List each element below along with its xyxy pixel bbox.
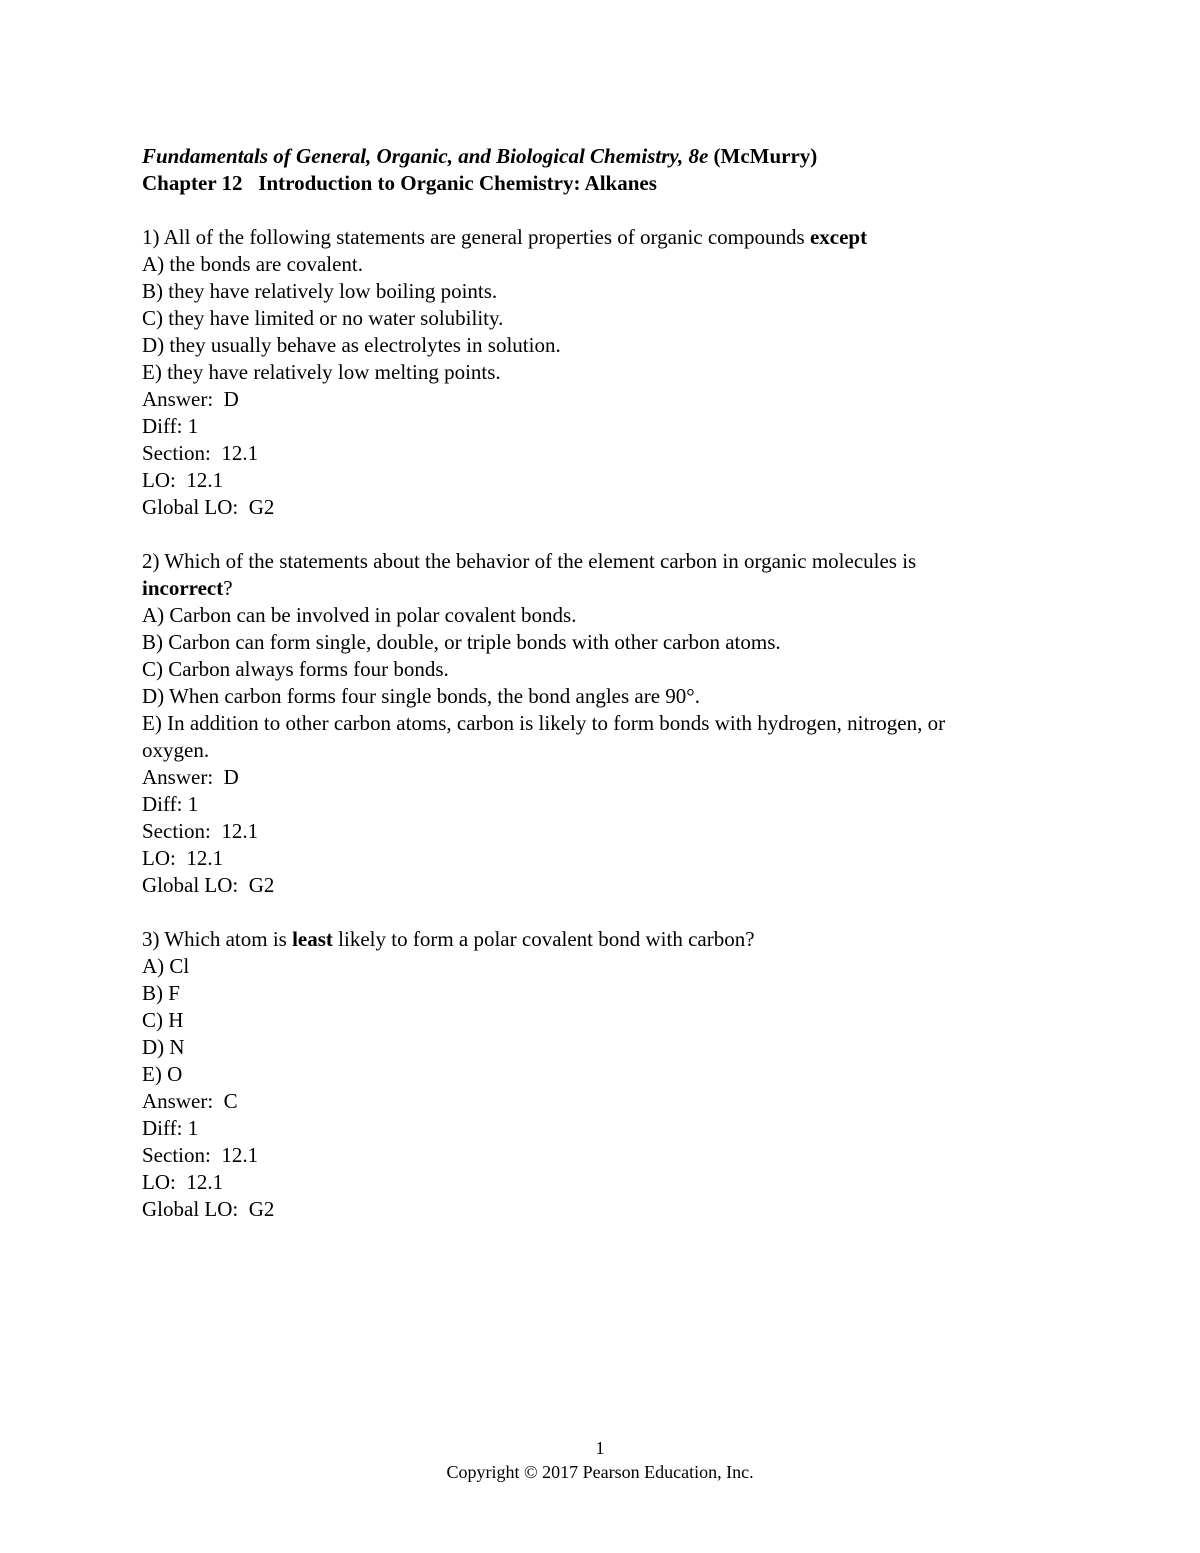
page-number: 1 xyxy=(595,1438,605,1458)
stem-text: ? xyxy=(223,576,233,600)
choice-a: A) Cl xyxy=(142,954,190,978)
question-2 xyxy=(142,548,1062,899)
question-stem: 2) Which of the statements about the behavior of the element carbon in organic molecules is xyxy=(142,549,917,573)
choice-d: D) When carbon forms four single bonds, the bond angles are 90°. xyxy=(142,684,700,708)
answer: Answer: D xyxy=(142,765,239,789)
chapter-heading xyxy=(142,170,1062,197)
copyright-notice: Copyright © 2017 Pearson Education, Inc. xyxy=(446,1462,754,1482)
global-learning-objective: Global LO: G2 xyxy=(142,495,275,519)
choice-e: E) O xyxy=(142,1062,183,1086)
stem-text: 1) All of the following statements are general properties of organic compounds xyxy=(142,225,810,249)
choice-d: D) N xyxy=(142,1035,185,1059)
spacer xyxy=(142,899,1062,926)
choice-c: C) Carbon always forms four bonds. xyxy=(142,657,449,681)
question-1 xyxy=(142,224,1062,521)
choice-e-continued: oxygen. xyxy=(142,738,210,762)
global-learning-objective: Global LO: G2 xyxy=(142,873,275,897)
choice-a: A) Carbon can be involved in polar covalent bonds. xyxy=(142,603,577,627)
choice-d: D) they usually behave as electrolytes in solution. xyxy=(142,333,561,357)
stem-emphasis: incorrect xyxy=(142,576,224,600)
answer: Answer: C xyxy=(142,1089,238,1113)
book-title: Fundamentals of General, Organic, and Biological Chemistry, 8e xyxy=(142,144,709,168)
global-learning-objective: Global LO: G2 xyxy=(142,1197,275,1221)
learning-objective: LO: 12.1 xyxy=(142,846,224,870)
choice-e: E) they have relatively low melting points. xyxy=(142,360,501,384)
spacer xyxy=(142,197,1062,224)
learning-objective: LO: 12.1 xyxy=(142,468,224,492)
question-stem xyxy=(142,224,1062,251)
book-title-line xyxy=(142,143,1062,170)
choice-b: B) they have relatively low boiling points. xyxy=(142,279,498,303)
difficulty: Diff: 1 xyxy=(142,1116,199,1140)
question-stem-continued xyxy=(142,575,1062,602)
choice-c: C) H xyxy=(142,1008,184,1032)
stem-text: likely to form a polar covalent bond with carbon? xyxy=(332,927,755,951)
choice-c: C) they have limited or no water solubility. xyxy=(142,306,504,330)
choice-b: B) Carbon can form single, double, or triple bonds with other carbon atoms. xyxy=(142,630,781,654)
chapter-label: Chapter 12 xyxy=(142,171,243,195)
difficulty: Diff: 1 xyxy=(142,792,199,816)
stem-text: 3) Which atom is xyxy=(142,927,293,951)
section: Section: 12.1 xyxy=(142,1143,259,1167)
spacer xyxy=(142,521,1062,548)
difficulty: Diff: 1 xyxy=(142,414,199,438)
chapter-title: Introduction to Organic Chemistry: Alkanes xyxy=(258,171,657,195)
choice-b: B) F xyxy=(142,981,180,1005)
stem-emphasis: least xyxy=(292,927,333,951)
section: Section: 12.1 xyxy=(142,441,259,465)
question-stem xyxy=(142,926,1062,953)
author: (McMurry) xyxy=(713,144,818,168)
stem-emphasis: except xyxy=(809,225,868,249)
page-content xyxy=(142,143,1062,1223)
choice-a: A) the bonds are covalent. xyxy=(142,252,364,276)
answer: Answer: D xyxy=(142,387,239,411)
choice-e: E) In addition to other carbon atoms, carbon is likely to form bonds with hydrogen, nitrogen, or xyxy=(142,711,946,735)
section: Section: 12.1 xyxy=(142,819,259,843)
question-3 xyxy=(142,926,1062,1223)
learning-objective: LO: 12.1 xyxy=(142,1170,224,1194)
